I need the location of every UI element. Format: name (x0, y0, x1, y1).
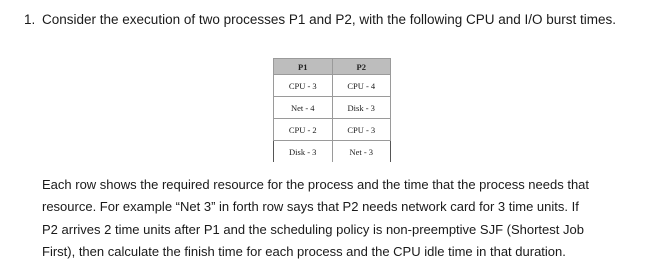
table-cell: Net - 3 (332, 141, 391, 163)
paragraph-line: P2 arrives 2 time units after P1 and the scheduling policy is non-preemptive SJF (Shortest Job (42, 221, 584, 237)
header-p1: P1 (274, 59, 333, 75)
table-cell: CPU - 3 (332, 119, 391, 141)
paragraph-line: resource. For example “Net 3” in forth row says that P2 needs network card for 3 time units. If (42, 199, 579, 215)
table-row (274, 97, 391, 119)
table-row (274, 141, 391, 163)
table-header-row (274, 59, 391, 75)
table-cell: Net - 4 (274, 97, 333, 119)
table-cell: CPU - 4 (332, 75, 391, 97)
table-cell: CPU - 2 (274, 119, 333, 141)
burst-time-table (273, 58, 391, 162)
table-row (274, 75, 391, 97)
description-paragraph (42, 174, 642, 263)
question-text: Consider the execution of two processes P1 and P2, with the following CPU and I/O burst times. (42, 12, 617, 27)
table-row (274, 119, 391, 141)
table-cell: Disk - 3 (274, 141, 333, 163)
question-number: 1. (24, 12, 36, 27)
header-p2: P2 (332, 59, 391, 75)
table-cell: CPU - 3 (274, 75, 333, 97)
paragraph-line: First), then calculate the finish time for each process and the CPU idle time in that duration. (42, 243, 566, 259)
paragraph-line: Each row shows the required resource for the process and the time that the process needs that (42, 177, 590, 192)
table-cell: Disk - 3 (332, 97, 391, 119)
